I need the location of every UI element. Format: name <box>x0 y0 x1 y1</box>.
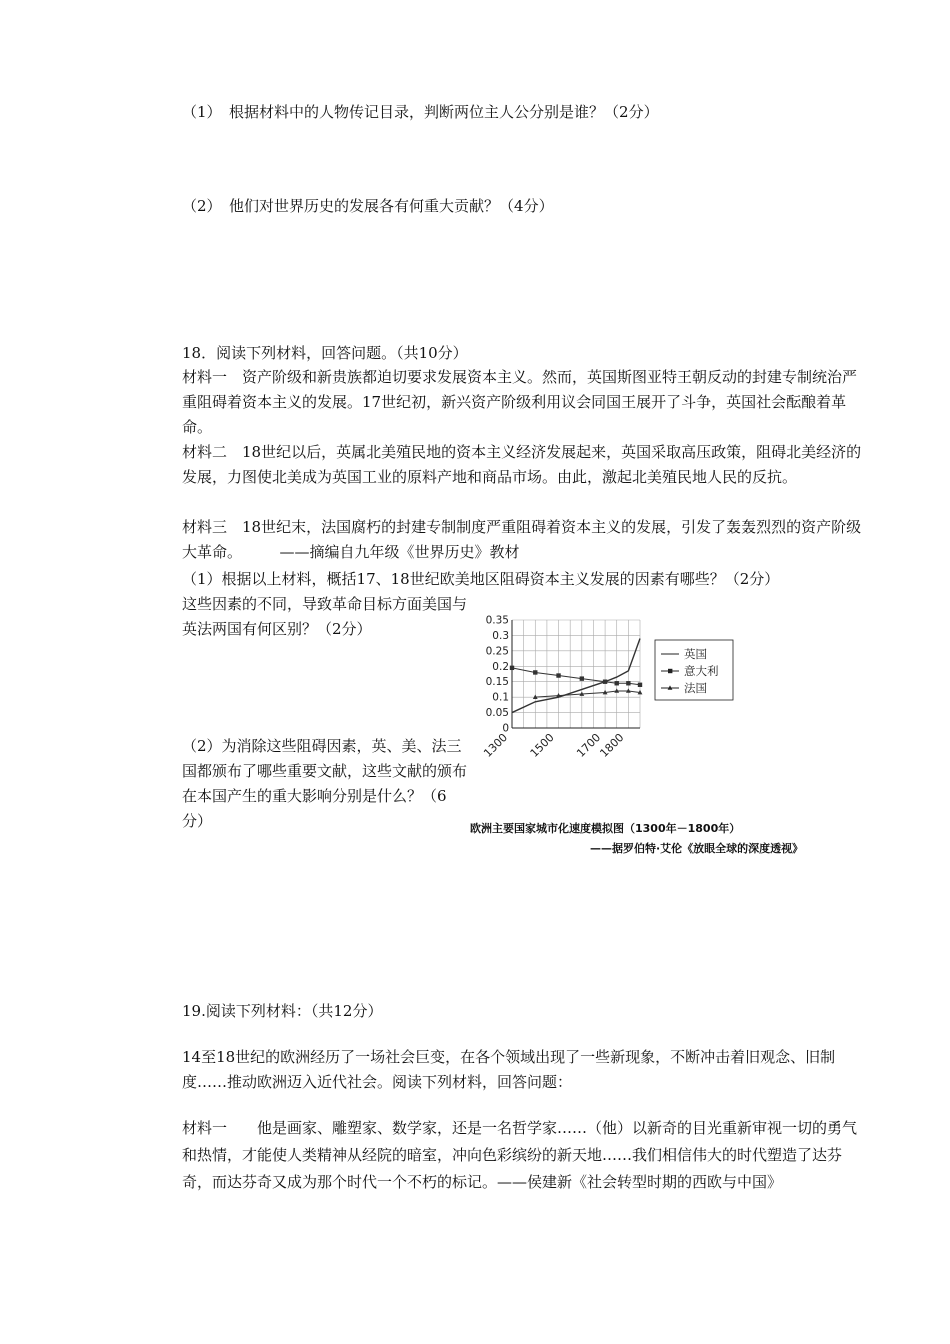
y-tick-label: 0.1 <box>492 691 509 704</box>
x-tick-label: 1800 <box>597 730 627 760</box>
y-tick-label: 0.05 <box>485 707 509 720</box>
legend-marker <box>668 669 672 673</box>
y-tick-label: 0.3 <box>492 629 509 642</box>
q19-material-1: 材料一 他是画家、雕塑家、数学家，还是一名哲学家……（他）以新奇的目光重新审视一切的勇气和热情，才能使人类精神从经院的暗室，冲向色彩缤纷的新天地……我们相信伟大的时代塑造了达芬奇，而达芬奇又成为那个时代一个不朽的标记。——侯建新《社会转型时期的西欧与中国》 <box>182 1119 858 1191</box>
data-point <box>615 681 619 685</box>
q19-title: 19.阅读下列材料：（共12分） <box>182 1002 383 1020</box>
q18-material-3: 材料三 18世纪末，法国腐朽的封建专制制度严重阻碍着资本主义的发展，引发了轰轰烈烈的资产阶级大革命。 ——摘编自九年级《世界历史》教材 <box>182 518 862 561</box>
y-tick-label: 0 <box>502 722 509 735</box>
data-point <box>580 676 584 680</box>
x-tick-label: 1300 <box>481 730 511 760</box>
chart-x-ticks <box>481 731 626 760</box>
series-line-英国 <box>512 639 640 713</box>
q18-material-1: 材料一 资产阶级和新贵族都迫切要求发展资本主义。然而，英国斯图亚特王朝反动的封建专制统治严重阻碍着资本主义的发展。17世纪初，新兴资产阶级利用议会同国王展开了斗争，英国社会酝酿着革命。 <box>182 368 858 436</box>
series-line-法国 <box>535 691 640 697</box>
chart-grid <box>512 620 640 728</box>
y-tick-label: 0.25 <box>485 645 509 658</box>
x-tick-label: 1700 <box>574 730 604 760</box>
legend-label: 英国 <box>684 647 707 661</box>
q17-subquestion-2: （2） 他们对世界历史的发展各有何重大贡献？（4分） <box>182 197 554 215</box>
data-point <box>603 680 607 684</box>
q18-title: 18．阅读下列材料，回答问题。（共10分） <box>182 344 468 362</box>
data-point <box>556 673 560 677</box>
legend-label: 法国 <box>684 681 707 695</box>
q17-subquestion-1: （1） 根据材料中的人物传记目录，判断两位主人公分别是谁？（2分） <box>182 103 659 121</box>
series-line-意大利 <box>512 668 640 685</box>
q19-intro: 14至18世纪的欧洲经历了一场社会巨变，在各个领域出现了一些新现象，不断冲击着旧观念、旧制度……推动欧洲迈入近代社会。阅读下列材料，回答问题： <box>182 1048 836 1091</box>
q18-question-1: （1）根据以上材料，概括17、18世纪欧美地区阻碍资本主义发展的因素有哪些？（2分） <box>182 570 780 588</box>
q18-material-2: 材料二 18世纪以后，英属北美殖民地的资本主义经济发展起来，英国采取高压政策，阻碍北美经济的发展，力图使北美成为英国工业的原料产地和商品市场。由此，激起北美殖民地人民的反抗。 <box>182 443 862 486</box>
y-tick-label: 0.2 <box>492 660 509 673</box>
x-tick-label: 1500 <box>527 730 557 760</box>
y-tick-label: 0.15 <box>485 676 509 689</box>
q18-question-2: （2）为消除这些阻碍因素，英、美、法三国都颁布了哪些重要文献，这些文献的颁布在本国产生的重大影响分别是什么？（6分） <box>182 737 468 830</box>
chart-y-ticks <box>486 615 509 735</box>
q18-question-1b: 这些因素的不同，导致革命目标方面美国与英法两国有何区别？（2分） <box>182 595 468 638</box>
data-point <box>638 683 642 687</box>
legend-label: 意大利 <box>684 664 719 678</box>
data-point <box>626 681 630 685</box>
y-tick-label: 0.35 <box>485 614 509 627</box>
chart-legend <box>655 640 733 700</box>
data-point <box>533 670 537 674</box>
chart-caption: 欧洲主要国家城市化速度模拟图（1300年－1800年） <box>470 822 741 835</box>
chart-series <box>510 639 643 713</box>
data-point <box>510 666 514 670</box>
chart-source: ——据罗伯特·艾伦《放眼全球的深度透视》 <box>590 842 804 855</box>
